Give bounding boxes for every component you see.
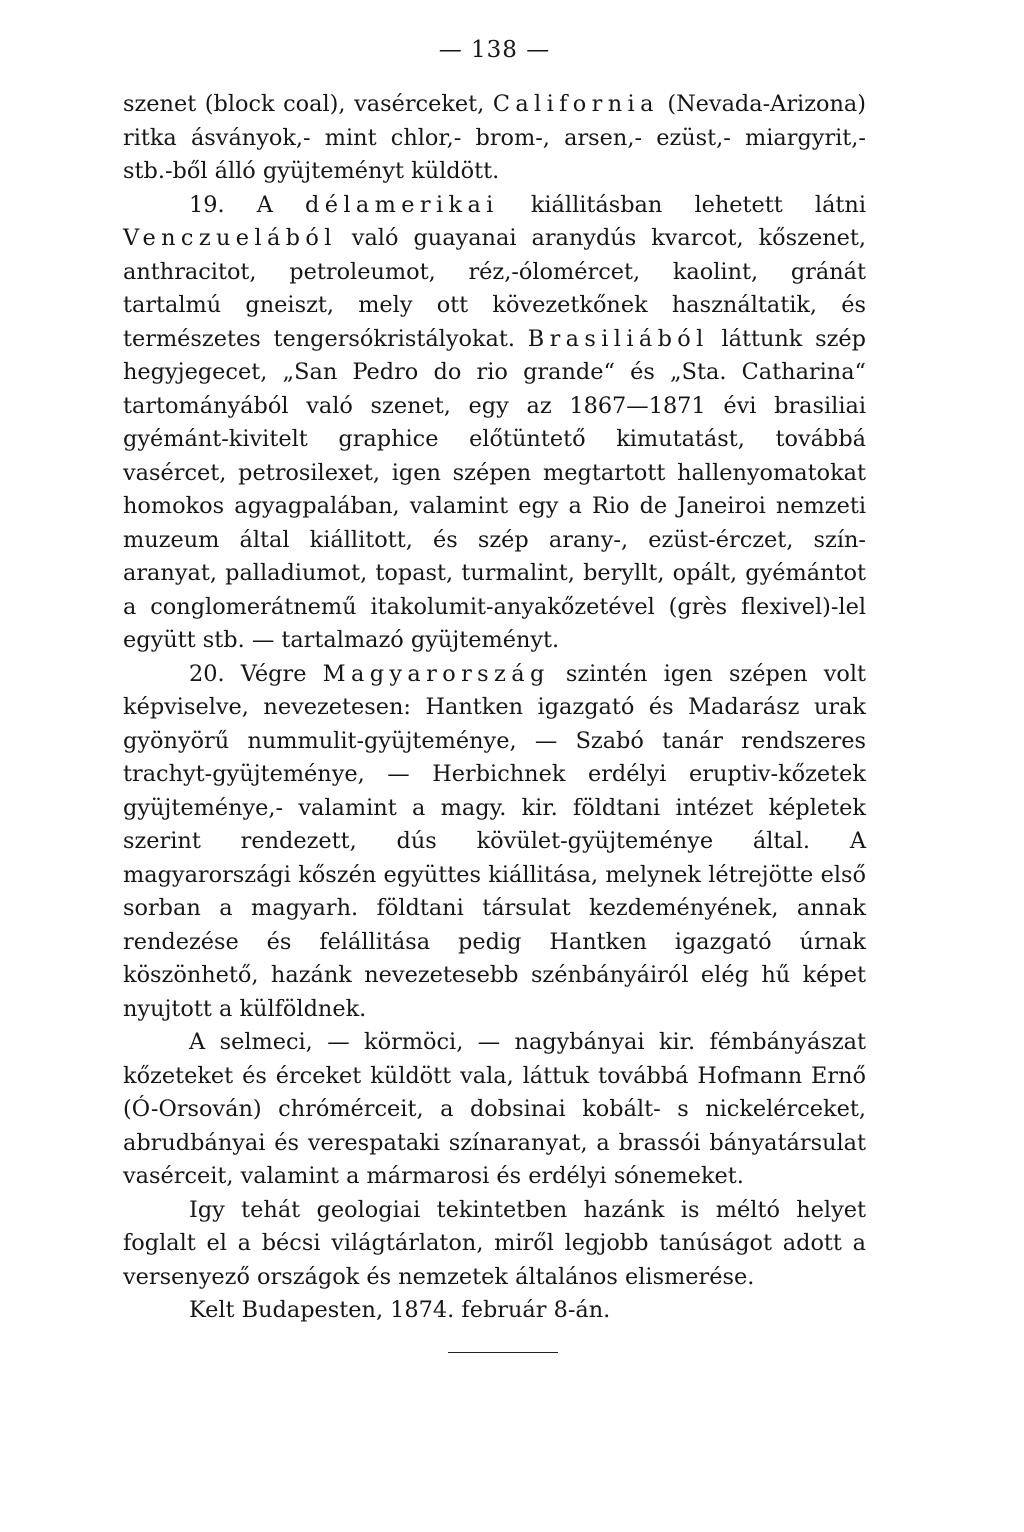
- spaced-term: Venczuelából: [123, 225, 337, 251]
- spaced-term: délamerikai: [305, 191, 499, 218]
- text-run: láttunk szép hegyjegecet, „San Pedro do rio grande“ és „Sta. Catharina“ tartományából való szenet, egy az 1867—1871 évi brasiliai gyémánt-kivitelt graphice előtüntető kimutatást, továbbá vasércet, petrosilexet, igen szépen megtartott hallenyomatokat homokos agyagpalában, valamint egy a Rio de Janeiroi nemzeti muzeum által kiállitott, és szép arany-, ezüst-érczet, szín-aranyat, palladiumot, topast, turmalint, beryllt, opált, gyémántot a conglomerátnemű itakolumit-anyakőzetével (grès flexivel)-lel együtt stb. — tartalmazó gyüjteményt.: [123, 325, 866, 653]
- text-run: 20. Végre: [189, 660, 323, 687]
- paragraph-selmec: [123, 1026, 866, 1194]
- paragraph-19: [123, 189, 866, 658]
- closing-rule: [448, 1352, 558, 1353]
- spaced-term: Magyarország: [322, 660, 550, 687]
- paragraph-igy: [123, 1194, 866, 1295]
- text-run: való guayanai aranydús kvarcot, kőszenet, anthracitot, petroleumot, réz,-ólomércet, kaolint, gránát tartalmú gneiszt, mely ott kövezetkőnek használtatik, és természetes tengersókristályokat.: [123, 225, 866, 352]
- text-run: szenet (block coal), vasérceket,: [123, 91, 493, 117]
- text-run: (Nevada-Arizona) ritka ásványok,- mint chlor,- brom-, arsen,- ezüst,- miargyrit,- stb.-ből álló gyüjteményt küldött.: [123, 91, 866, 184]
- paragraph-kelt: [123, 1294, 866, 1328]
- text-run: Kelt Budapesten, 1874. február 8-án.: [189, 1297, 611, 1323]
- text-run: szintén igen szépen volt képviselve, nevezetesen: Hantken igazgató és Madarász urak gyönyörű nummulit-gyüjteménye, — Szabó tanár rendszeres trachyt-gyüjteménye, — Herbichnek erdélyi eruptiv-kőzetek gyüjteménye,- valamint a magy. kir. földtani intézet képletek szerint rendezett, dús kövület-gyüjteménye által. A magyarországi kőszén együttes kiállitása, melynek létrejötte első sorban a magyarh. földtani társulat kezdeményének, annak rendezése és felállitása pedig Hantken igazgató úrnak köszönhető, hazánk nevezetesebb szénbányáiról elég hű képet nyujtott a külföldnek.: [123, 660, 866, 1022]
- spaced-term: California: [492, 91, 659, 117]
- body-text: [123, 88, 866, 1328]
- text-run: A selmeci, — körmöci, — nagybányai kir. fémbányászat kőzeteket és érceket küldött vala, láttuk továbbá Hofmann Ernő (Ó-Orsován) chrómérceit, a dobsinai kobált- s nickelérceket, abrudbányai és verespataki színaranyat, a brassói bányatársulat vasérceit, valamint a mármarosi és erdélyi sónemeket.: [123, 1029, 866, 1189]
- text-run: 19. A: [189, 191, 306, 218]
- paragraph-continuation: [123, 88, 866, 189]
- text-run: kiállitásban lehetett látni: [498, 191, 867, 218]
- spaced-term: Brasiliából: [527, 325, 709, 352]
- paragraph-20: [123, 658, 866, 1027]
- text-run: Igy tehát geologiai tekintetben hazánk is méltó helyet foglalt el a bécsi világtárlaton, miről legjobb tanúságot adott a versenyező országok és nemzetek általános elismerése.: [123, 1196, 866, 1290]
- page-number: — 138 —: [438, 37, 551, 63]
